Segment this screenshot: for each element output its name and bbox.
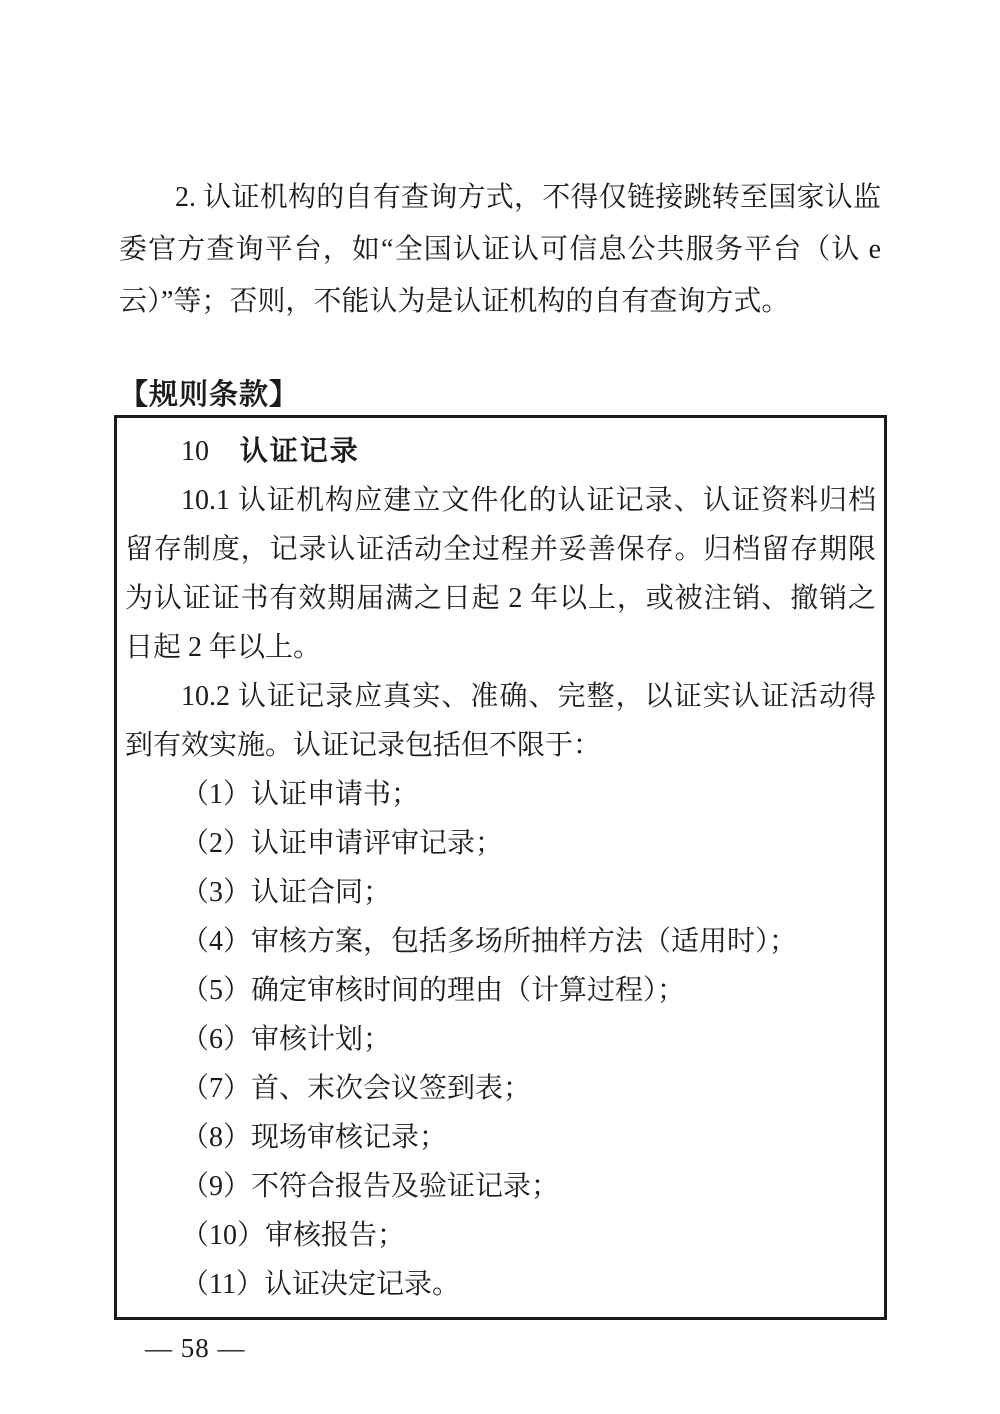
page-number: — 58 — [145,1333,246,1363]
clause-heading [125,426,876,476]
list-item: （4）审核方案，包括多场所抽样方法（适用时）； [181,926,798,957]
list-item: （1）认证申请书； [181,779,420,810]
list-item: （8）现场审核记录； [181,1122,448,1153]
list-item: （9）不符合报告及验证记录； [181,1171,560,1202]
list-item: （5）确定审核时间的理由（计算过程）； [181,975,686,1006]
clause-title: 认证记录 [239,435,360,466]
list-item: （7）首、末次会议签到表； [181,1073,532,1104]
list-item: （6）审核计划； [181,1024,392,1055]
list-item: （11）认证决定记录。 [181,1269,460,1300]
clause-paragraph-10-2: 10.2 认证记录应真实、准确、完整，以证实认证活动得到有效实施。认证记录包括但不限于： [125,681,876,761]
intro-paragraph: 2. 认证机构的自有查询方式，不得仅链接跳转至国家认监委官方查询平台，如“全国认证认可信息公共服务平台（认 e 云）”等；否则，不能认为是认证机构的自有查询方式。 [119,182,881,317]
section-heading: 【规则条款】 [119,379,300,411]
page-content [119,0,881,1363]
clause-paragraph-10-1: 10.1 认证机构应建立文件化的认证记录、认证资料归档留存制度，记录认证活动全过程并妥善保存。归档留存期限为认证证书有效期届满之日起 2 年以上，或被注销、撤销之日起 2 年以上。 [125,485,876,663]
rule-box [114,415,887,1320]
list-item: （10）审核报告； [181,1220,406,1251]
list-item: （2）认证申请评审记录； [181,828,504,859]
clause-number: 10 [181,436,209,467]
list-item: （3）认证合同； [181,877,392,908]
